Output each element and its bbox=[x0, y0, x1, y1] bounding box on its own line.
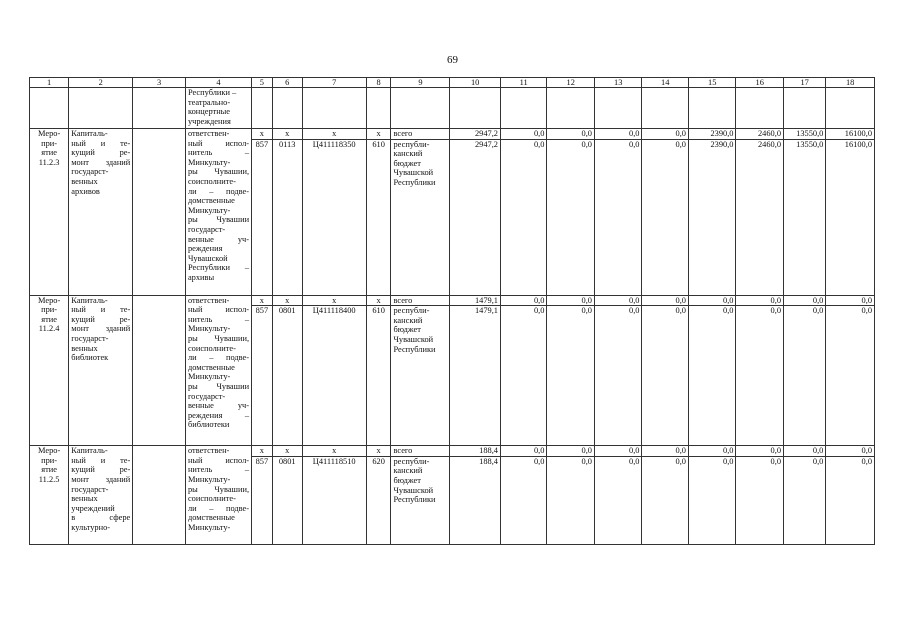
amount-cell: 0,0 bbox=[642, 139, 688, 295]
amount-cell: 2460,0 bbox=[736, 139, 784, 295]
measure-label-line: Меро- bbox=[38, 295, 61, 305]
column-number: 15 bbox=[688, 78, 736, 88]
measure-label-line: ятие bbox=[41, 314, 57, 324]
code-csr: Ц411118350 bbox=[302, 139, 366, 295]
source-total: всего bbox=[391, 295, 450, 306]
source-republic-cell bbox=[391, 306, 450, 446]
executor-line: ный испол- bbox=[187, 138, 250, 148]
source-republic-cell bbox=[391, 139, 450, 295]
amount-cell: 0,0 bbox=[688, 295, 736, 306]
amount-cell: 1479,1 bbox=[450, 295, 501, 306]
column-number: 16 bbox=[736, 78, 784, 88]
column-number: 13 bbox=[594, 78, 642, 88]
amount-cell: 2390,0 bbox=[688, 129, 736, 140]
executor-line: государст- bbox=[187, 391, 226, 401]
column-number: 1 bbox=[30, 78, 69, 88]
measure-name-line: венных bbox=[71, 343, 98, 353]
executor-line: ответствен- bbox=[187, 295, 230, 305]
executor-line: Республики – bbox=[187, 88, 237, 97]
measure-name-line: монт зданий bbox=[71, 324, 131, 334]
executor-line: домственные bbox=[187, 362, 235, 372]
amount-cell: 0,0 bbox=[547, 295, 595, 306]
executor-line: домственные bbox=[187, 513, 235, 523]
source-line: республи- bbox=[393, 139, 430, 149]
measure-name-line: венных bbox=[71, 176, 98, 186]
source-line: республи- bbox=[393, 306, 430, 316]
amount-cell: 0,0 bbox=[594, 446, 642, 457]
measure-label-line: 11.2.5 bbox=[38, 474, 60, 484]
amount-cell: 1479,1 bbox=[450, 306, 501, 446]
source-republic-cell bbox=[391, 456, 450, 544]
code-rz: 0801 bbox=[272, 306, 302, 446]
measure-name-line: культурно- bbox=[71, 522, 111, 532]
column-number: 10 bbox=[450, 78, 501, 88]
executor-line: нитель – bbox=[187, 465, 250, 475]
budget-table bbox=[29, 77, 875, 545]
executor-line: ры Чувашии bbox=[187, 381, 250, 391]
amount-cell: 2947,2 bbox=[450, 139, 501, 295]
code-csr: Ц411118510 bbox=[302, 456, 366, 544]
amount-cell: 0,0 bbox=[594, 129, 642, 140]
executor-cell bbox=[185, 295, 251, 446]
code-vr: 620 bbox=[366, 456, 391, 544]
amount-cell: 188,4 bbox=[450, 456, 501, 544]
measure-label-line: при- bbox=[41, 138, 58, 148]
code-vr: 610 bbox=[366, 139, 391, 295]
column-number-row bbox=[30, 78, 875, 88]
executor-line: нитель – bbox=[187, 148, 250, 158]
code-grbs: 857 bbox=[252, 306, 273, 446]
executor-line: ры Чувашии bbox=[187, 215, 250, 225]
amount-cell: 0,0 bbox=[547, 446, 595, 457]
amount-cell: 0,0 bbox=[500, 446, 546, 457]
executor-line: ры Чувашии, bbox=[187, 167, 250, 177]
source-line: бюджет bbox=[393, 475, 421, 485]
source-line: бюджет bbox=[393, 325, 421, 335]
code-csr: x bbox=[302, 129, 366, 140]
source-total: всего bbox=[391, 129, 450, 140]
measure-total-row bbox=[30, 295, 875, 306]
amount-cell: 0,0 bbox=[547, 139, 595, 295]
measure-name-line: архивов bbox=[71, 186, 100, 196]
code-vr: x bbox=[366, 129, 391, 140]
amount-cell: 0,0 bbox=[594, 295, 642, 306]
empty-cell bbox=[133, 446, 186, 545]
page-number: 69 bbox=[447, 54, 458, 66]
measure-name-line: библиотек bbox=[71, 353, 109, 363]
amount-cell: 0,0 bbox=[736, 456, 784, 544]
amount-cell: 0,0 bbox=[642, 295, 688, 306]
measure-name-line: Капиталь- bbox=[71, 129, 108, 138]
measure-name-line: кущий ре- bbox=[71, 314, 131, 324]
column-number: 17 bbox=[784, 78, 826, 88]
executor-line: венные уч- bbox=[187, 401, 250, 411]
amount-cell: 0,0 bbox=[500, 139, 546, 295]
measure-label-line: Меро- bbox=[38, 129, 61, 138]
executor-line: ли – подве- bbox=[187, 503, 250, 513]
executor-line: Минкульту- bbox=[187, 324, 231, 334]
source-line: Чувашской bbox=[393, 485, 434, 495]
amount-cell: 2947,2 bbox=[450, 129, 501, 140]
executor-line: Минкульту- bbox=[187, 474, 231, 484]
measure-name-line: кущий ре- bbox=[71, 148, 131, 158]
amount-cell: 0,0 bbox=[826, 306, 875, 446]
amount-cell: 0,0 bbox=[826, 446, 875, 457]
code-csr: Ц411118400 bbox=[302, 306, 366, 446]
amount-cell: 0,0 bbox=[688, 456, 736, 544]
measure-name-line: государст- bbox=[71, 333, 109, 343]
executor-line: ответствен- bbox=[187, 129, 230, 138]
measure-label-line: ятие bbox=[41, 465, 57, 475]
measure-name-line: ный и те- bbox=[71, 138, 131, 148]
executor-line: театрально- bbox=[187, 97, 231, 107]
measure-total-row bbox=[30, 446, 875, 457]
measure-label-line: 11.2.3 bbox=[38, 157, 60, 167]
executor-line: венные уч- bbox=[187, 234, 250, 244]
executor-line: реждения bbox=[187, 244, 223, 254]
executor-line: архивы bbox=[187, 272, 215, 282]
executor-line: нитель – bbox=[187, 314, 250, 324]
source-line: Чувашской bbox=[393, 168, 434, 178]
column-number: 14 bbox=[642, 78, 688, 88]
measure-name-line: венных bbox=[71, 494, 98, 504]
source-total: всего bbox=[391, 446, 450, 457]
executor-line: ный испол- bbox=[187, 455, 250, 465]
measure-label-line: Меро- bbox=[38, 446, 61, 456]
column-number: 2 bbox=[69, 78, 133, 88]
code-grbs: 857 bbox=[252, 456, 273, 544]
measure-name-line: в сфере bbox=[71, 513, 131, 523]
measure-label-cell bbox=[30, 129, 69, 296]
code-vr: x bbox=[366, 446, 391, 457]
measure-name-line: ный и те- bbox=[71, 455, 131, 465]
executor-line: домственные bbox=[187, 196, 235, 206]
source-line: республи- bbox=[393, 456, 430, 466]
executor-line: Чувашской bbox=[187, 253, 228, 263]
empty-cell bbox=[133, 295, 186, 446]
column-number: 7 bbox=[302, 78, 366, 88]
measure-name-cell bbox=[69, 446, 133, 545]
executor-line: ответствен- bbox=[187, 446, 230, 456]
measure-total-row bbox=[30, 129, 875, 140]
amount-cell: 0,0 bbox=[594, 456, 642, 544]
code-rz: x bbox=[272, 446, 302, 457]
executor-line: ли – подве- bbox=[187, 353, 250, 363]
executor-line: соисполните- bbox=[187, 343, 236, 353]
executor-line: концертные bbox=[187, 107, 231, 117]
executor-line: реждения – bbox=[187, 410, 250, 420]
amount-cell: 0,0 bbox=[736, 295, 784, 306]
executor-line: ли – подве- bbox=[187, 186, 250, 196]
amount-cell: 0,0 bbox=[688, 306, 736, 446]
amount-cell: 0,0 bbox=[784, 446, 826, 457]
measure-name-line: кущий ре- bbox=[71, 465, 131, 475]
executor-line: ры Чувашии, bbox=[187, 484, 250, 494]
source-line: Республики bbox=[393, 495, 436, 505]
measure-name-line: монт зданий bbox=[71, 157, 131, 167]
column-number: 18 bbox=[826, 78, 875, 88]
executor-cell bbox=[185, 446, 251, 545]
executor-line: Минкульту- bbox=[187, 157, 231, 167]
amount-cell: 0,0 bbox=[642, 306, 688, 446]
amount-cell: 0,0 bbox=[784, 456, 826, 544]
executor-line: ный испол- bbox=[187, 305, 250, 315]
amount-cell: 0,0 bbox=[784, 295, 826, 306]
amount-cell: 0,0 bbox=[500, 456, 546, 544]
measure-name-cell bbox=[69, 129, 133, 296]
measure-label-line: ятие bbox=[41, 148, 57, 158]
source-line: бюджет bbox=[393, 158, 421, 168]
measure-name-line: государст- bbox=[71, 484, 109, 494]
code-rz: x bbox=[272, 295, 302, 306]
measure-label-cell bbox=[30, 295, 69, 446]
code-grbs: 857 bbox=[252, 139, 273, 295]
amount-cell: 0,0 bbox=[642, 446, 688, 457]
amount-cell: 0,0 bbox=[547, 306, 595, 446]
amount-cell: 13550,0 bbox=[784, 139, 826, 295]
continuation-row bbox=[30, 88, 875, 129]
executor-line: Минкульту- bbox=[187, 372, 231, 382]
empty-cell bbox=[133, 129, 186, 296]
measure-name-cell bbox=[69, 295, 133, 446]
executor-line: соисполните- bbox=[187, 494, 236, 504]
executor-cell bbox=[185, 88, 251, 129]
measure-name-line: ный и те- bbox=[71, 305, 131, 315]
amount-cell: 2460,0 bbox=[736, 129, 784, 140]
executor-cell bbox=[185, 129, 251, 296]
column-number: 11 bbox=[500, 78, 546, 88]
executor-line: Минкульту- bbox=[187, 522, 231, 532]
amount-cell: 0,0 bbox=[826, 456, 875, 544]
source-line: канский bbox=[393, 149, 423, 159]
amount-cell: 13550,0 bbox=[784, 129, 826, 140]
amount-cell: 0,0 bbox=[500, 295, 546, 306]
amount-cell: 16100,0 bbox=[826, 129, 875, 140]
amount-cell: 0,0 bbox=[688, 446, 736, 457]
column-number: 8 bbox=[366, 78, 391, 88]
source-line: канский bbox=[393, 466, 423, 476]
amount-cell: 0,0 bbox=[826, 295, 875, 306]
amount-cell: 0,0 bbox=[500, 129, 546, 140]
column-number: 3 bbox=[133, 78, 186, 88]
amount-cell: 0,0 bbox=[547, 129, 595, 140]
amount-cell: 0,0 bbox=[547, 456, 595, 544]
source-line: Республики bbox=[393, 344, 436, 354]
code-grbs: x bbox=[252, 129, 273, 140]
measure-name-line: Капиталь- bbox=[71, 295, 108, 305]
column-number: 12 bbox=[547, 78, 595, 88]
amount-cell: 2390,0 bbox=[688, 139, 736, 295]
measure-name-line: монт зданий bbox=[71, 474, 131, 484]
code-vr: x bbox=[366, 295, 391, 306]
code-rz: 0113 bbox=[272, 139, 302, 295]
amount-cell: 0,0 bbox=[594, 139, 642, 295]
column-number: 5 bbox=[252, 78, 273, 88]
column-number: 4 bbox=[185, 78, 251, 88]
code-csr: x bbox=[302, 446, 366, 457]
source-line: канский bbox=[393, 315, 423, 325]
amount-cell: 16100,0 bbox=[826, 139, 875, 295]
amount-cell: 0,0 bbox=[500, 306, 546, 446]
executor-line: библиотеки bbox=[187, 420, 230, 430]
amount-cell: 188,4 bbox=[450, 446, 501, 457]
measure-name-line: государст- bbox=[71, 167, 109, 177]
measure-label-line: при- bbox=[41, 305, 58, 315]
amount-cell: 0,0 bbox=[784, 306, 826, 446]
executor-line: Минкульту- bbox=[187, 205, 231, 215]
column-number: 9 bbox=[391, 78, 450, 88]
amount-cell: 0,0 bbox=[642, 456, 688, 544]
amount-cell: 0,0 bbox=[594, 306, 642, 446]
source-line: Республики bbox=[393, 177, 436, 187]
measure-label-cell bbox=[30, 446, 69, 545]
amount-cell: 0,0 bbox=[736, 446, 784, 457]
executor-line: соисполните- bbox=[187, 176, 236, 186]
code-grbs: x bbox=[252, 295, 273, 306]
measure-label-line: при- bbox=[41, 455, 58, 465]
amount-cell: 0,0 bbox=[736, 306, 784, 446]
code-vr: 610 bbox=[366, 306, 391, 446]
code-rz: 0801 bbox=[272, 456, 302, 544]
executor-line: учреждения bbox=[187, 116, 231, 126]
measure-name-line: Капиталь- bbox=[71, 446, 108, 456]
source-line: Чувашской bbox=[393, 334, 434, 344]
code-grbs: x bbox=[252, 446, 273, 457]
code-rz: x bbox=[272, 129, 302, 140]
executor-line: государст- bbox=[187, 224, 226, 234]
measure-name-line: учреждений bbox=[71, 503, 115, 513]
amount-cell: 0,0 bbox=[642, 129, 688, 140]
code-csr: x bbox=[302, 295, 366, 306]
measure-label-line: 11.2.4 bbox=[38, 324, 60, 334]
executor-line: Республики – bbox=[187, 263, 250, 273]
executor-line: ры Чувашии, bbox=[187, 333, 250, 343]
column-number: 6 bbox=[272, 78, 302, 88]
